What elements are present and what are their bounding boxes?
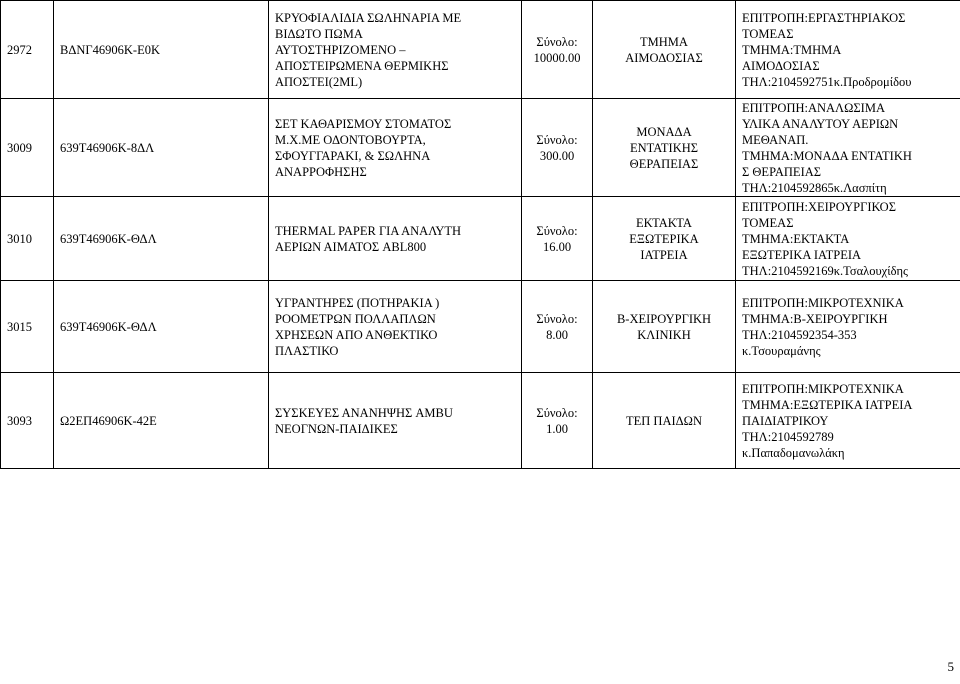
contact-line: Σ ΘΕΡΑΠΕΙΑΣ xyxy=(742,164,822,179)
department-cell xyxy=(593,281,736,373)
description-line: ΑΥΤΟΣΤΗΡΙΖΟΜΕΝΟ – xyxy=(275,42,406,57)
quantity-value: 1.00 xyxy=(546,421,568,436)
description-line: ΣΦΟΥΓΓΑΡΑΚΙ, & ΣΩΛΗΝΑ xyxy=(275,148,431,163)
quantity-label: Σύνολο: xyxy=(536,405,578,420)
description-line: ΒΙΔΩΤΟ ΠΩΜΑ xyxy=(275,26,363,41)
page-number: 5 xyxy=(947,659,954,674)
description-line: THERMAL PAPER ΓΙΑ ΑΝΑΛΥΤΗ xyxy=(275,223,462,238)
table-row xyxy=(1,373,960,469)
item-code-cell: Ω2ΕΠ46906Κ-42Ε xyxy=(54,373,269,469)
item-code-cell: ΒΔΝΓ46906Κ-Ε0Κ xyxy=(54,1,269,99)
department-cell xyxy=(593,197,736,281)
contact-line: ΠΑΙΔΙΑΤΡΙΚΟΥ xyxy=(742,413,829,428)
contact-cell xyxy=(736,99,960,197)
quantity-cell xyxy=(522,1,593,99)
contact-line: ΤΜΗΜΑ:ΜΟΝΑΔΑ ΕΝΤΑΤΙΚΗ xyxy=(742,148,912,163)
description-cell xyxy=(269,1,522,99)
quantity-label: Σύνολο: xyxy=(536,311,578,326)
contact-line: ΤΜΗΜΑ:ΕΞΩΤΕΡΙΚΑ ΙΑΤΡΕΙΑ xyxy=(742,397,913,412)
department-line: ΚΛΙΝΙΚΗ xyxy=(637,327,691,342)
item-number-cell: 3093 xyxy=(1,373,54,469)
contact-line: ΕΠΙΤΡΟΠΗ:ΜΙΚΡΟΤΕΧΝΙΚΑ xyxy=(742,295,904,310)
description-cell xyxy=(269,99,522,197)
quantity-label: Σύνολο: xyxy=(536,223,578,238)
contact-line: ΕΠΙΤΡΟΠΗ:ΧΕΙΡΟΥΡΓΙΚΟΣ xyxy=(742,199,896,214)
quantity-cell xyxy=(522,197,593,281)
quantity-cell xyxy=(522,281,593,373)
department-line: ΑΙΜΟΔΟΣΙΑΣ xyxy=(625,50,703,65)
contact-line: ΕΞΩΤΕΡΙΚΑ ΙΑΤΡΕΙΑ xyxy=(742,247,862,262)
contact-line: ΥΛΙΚΑ ΑΝΑΛΥΤΟΥ ΑΕΡΙΩΝ xyxy=(742,116,899,131)
description-line: Μ.Χ.ΜΕ ΟΔΟΝΤΟΒΟΥΡΤΑ, xyxy=(275,132,426,147)
contact-cell xyxy=(736,197,960,281)
item-code-cell: 639Τ46906Κ-ΘΔΛ xyxy=(54,197,269,281)
description-line: ΚΡΥΟΦΙΑΛΙΔΙΑ ΣΩΛΗΝΑΡΙΑ ΜΕ xyxy=(275,10,462,25)
description-line: ΑΠΟΣΤΕΙΡΩΜΕΝΑ ΘΕΡΜΙΚΗΣ xyxy=(275,58,449,73)
department-line: ΙΑΤΡΕΙΑ xyxy=(640,247,688,262)
quantity-label: Σύνολο: xyxy=(536,132,578,147)
quantity-cell xyxy=(522,99,593,197)
department-line: ΤΕΠ ΠΑΙΔΩΝ xyxy=(626,413,702,428)
contact-line: ΤΗΛ:2104592789 xyxy=(742,429,834,444)
item-number-cell: 3009 xyxy=(1,99,54,197)
contact-line: ΑΙΜΟΔΟΣΙΑΣ xyxy=(742,58,820,73)
department-cell xyxy=(593,373,736,469)
table-row xyxy=(1,1,960,99)
item-number-cell: 2972 xyxy=(1,1,54,99)
contact-line: ΕΠΙΤΡΟΠΗ:ΕΡΓΑΣΤΗΡΙΑΚΟΣ xyxy=(742,10,906,25)
contact-line: ΜΕΘΑΝΑΠ. xyxy=(742,132,809,147)
contact-line: ΤΜΗΜΑ:Β-ΧΕΙΡΟΥΡΓΙΚΗ xyxy=(742,311,888,326)
description-line: ΣΕΤ ΚΑΘΑΡΙΣΜΟΥ ΣΤΟΜΑΤΟΣ xyxy=(275,116,452,131)
department-cell xyxy=(593,99,736,197)
description-line: ΧΡΗΣΕΩΝ ΑΠΟ ΑΝΘΕΚΤΙΚΟ xyxy=(275,327,438,342)
contact-line: ΤΗΛ:2104592354-353 xyxy=(742,327,857,342)
contact-cell xyxy=(736,373,960,469)
contact-cell xyxy=(736,281,960,373)
description-line: ΥΓΡΑΝΤΗΡΕΣ (ΠΟΤΗΡΑΚΙΑ ) xyxy=(275,295,440,310)
department-line: ΕΚΤΑΚΤΑ xyxy=(636,215,692,230)
contact-line: ΤΗΛ:2104592751κ.Προδρομίδου xyxy=(742,74,912,89)
contact-line: ΕΠΙΤΡΟΠΗ:ΜΙΚΡΟΤΕΧΝΙΚΑ xyxy=(742,381,904,396)
description-line: ΣΥΣΚΕΥΕΣ ΑΝΑΝΗΨΗΣ AMBU xyxy=(275,405,453,420)
item-number-cell: 3015 xyxy=(1,281,54,373)
description-line: ΡΟΟΜΕΤΡΩΝ ΠΟΛΛΑΠΛΩΝ xyxy=(275,311,436,326)
description-line: ΑΠΟΣΤΕΙ(2ML) xyxy=(275,74,363,89)
quantity-value: 16.00 xyxy=(542,239,572,254)
contact-line: ΤΗΛ:2104592865κ.Λασπίτη xyxy=(742,180,887,195)
contact-line: ΤΜΗΜΑ:ΤΜΗΜΑ xyxy=(742,42,842,57)
item-code-cell: 639Τ46906Κ-ΘΔΛ xyxy=(54,281,269,373)
department-line: ΕΞΩΤΕΡΙΚΑ xyxy=(629,231,699,246)
department-line: ΜΟΝΑΔΑ xyxy=(636,124,692,139)
contact-line: κ.Παπαδομανωλάκη xyxy=(742,445,845,460)
table-row xyxy=(1,99,960,197)
description-cell xyxy=(269,373,522,469)
quantity-value: 10000.00 xyxy=(533,50,581,65)
department-line: ΘΕΡΑΠΕΙΑΣ xyxy=(629,156,699,171)
contact-line: ΕΠΙΤΡΟΠΗ:ΑΝΑΛΩΣΙΜΑ xyxy=(742,100,885,115)
contact-line: κ.Τσουραμάνης xyxy=(742,343,821,358)
department-line: ΕΝΤΑΤΙΚΗΣ xyxy=(629,140,699,155)
department-cell xyxy=(593,1,736,99)
description-cell xyxy=(269,281,522,373)
description-line: ΠΛΑΣΤΙΚΟ xyxy=(275,343,339,358)
contact-line: ΤΟΜΕΑΣ xyxy=(742,215,794,230)
item-number-cell: 3010 xyxy=(1,197,54,281)
contact-cell xyxy=(736,1,960,99)
description-line: ΑΝΑΡΡΟΦΗΣΗΣ xyxy=(275,164,367,179)
description-line: ΝΕΟΓΝΩΝ-ΠΑΙΔΙΚΕΣ xyxy=(275,421,398,436)
table-row xyxy=(1,197,960,281)
quantity-value: 8.00 xyxy=(546,327,568,342)
contact-line: ΤΗΛ:2104592169κ.Τσαλουχίδης xyxy=(742,263,908,278)
department-line: Β-ΧΕΙΡΟΥΡΓΙΚΗ xyxy=(616,311,712,326)
quantity-cell xyxy=(522,373,593,469)
quantity-value: 300.00 xyxy=(539,148,575,163)
department-line: ΤΜΗΜΑ xyxy=(640,34,688,49)
quantity-label: Σύνολο: xyxy=(536,34,578,49)
table-row xyxy=(1,281,960,373)
contact-line: ΤΜΗΜΑ:ΕΚΤΑΚΤΑ xyxy=(742,231,850,246)
description-cell xyxy=(269,197,522,281)
contact-line: ΤΟΜΕΑΣ xyxy=(742,26,794,41)
description-line: ΑΕΡΙΩΝ ΑΙΜΑΤΟΣ ABL800 xyxy=(275,239,427,254)
item-code-cell: 639Τ46906Κ-8ΔΛ xyxy=(54,99,269,197)
